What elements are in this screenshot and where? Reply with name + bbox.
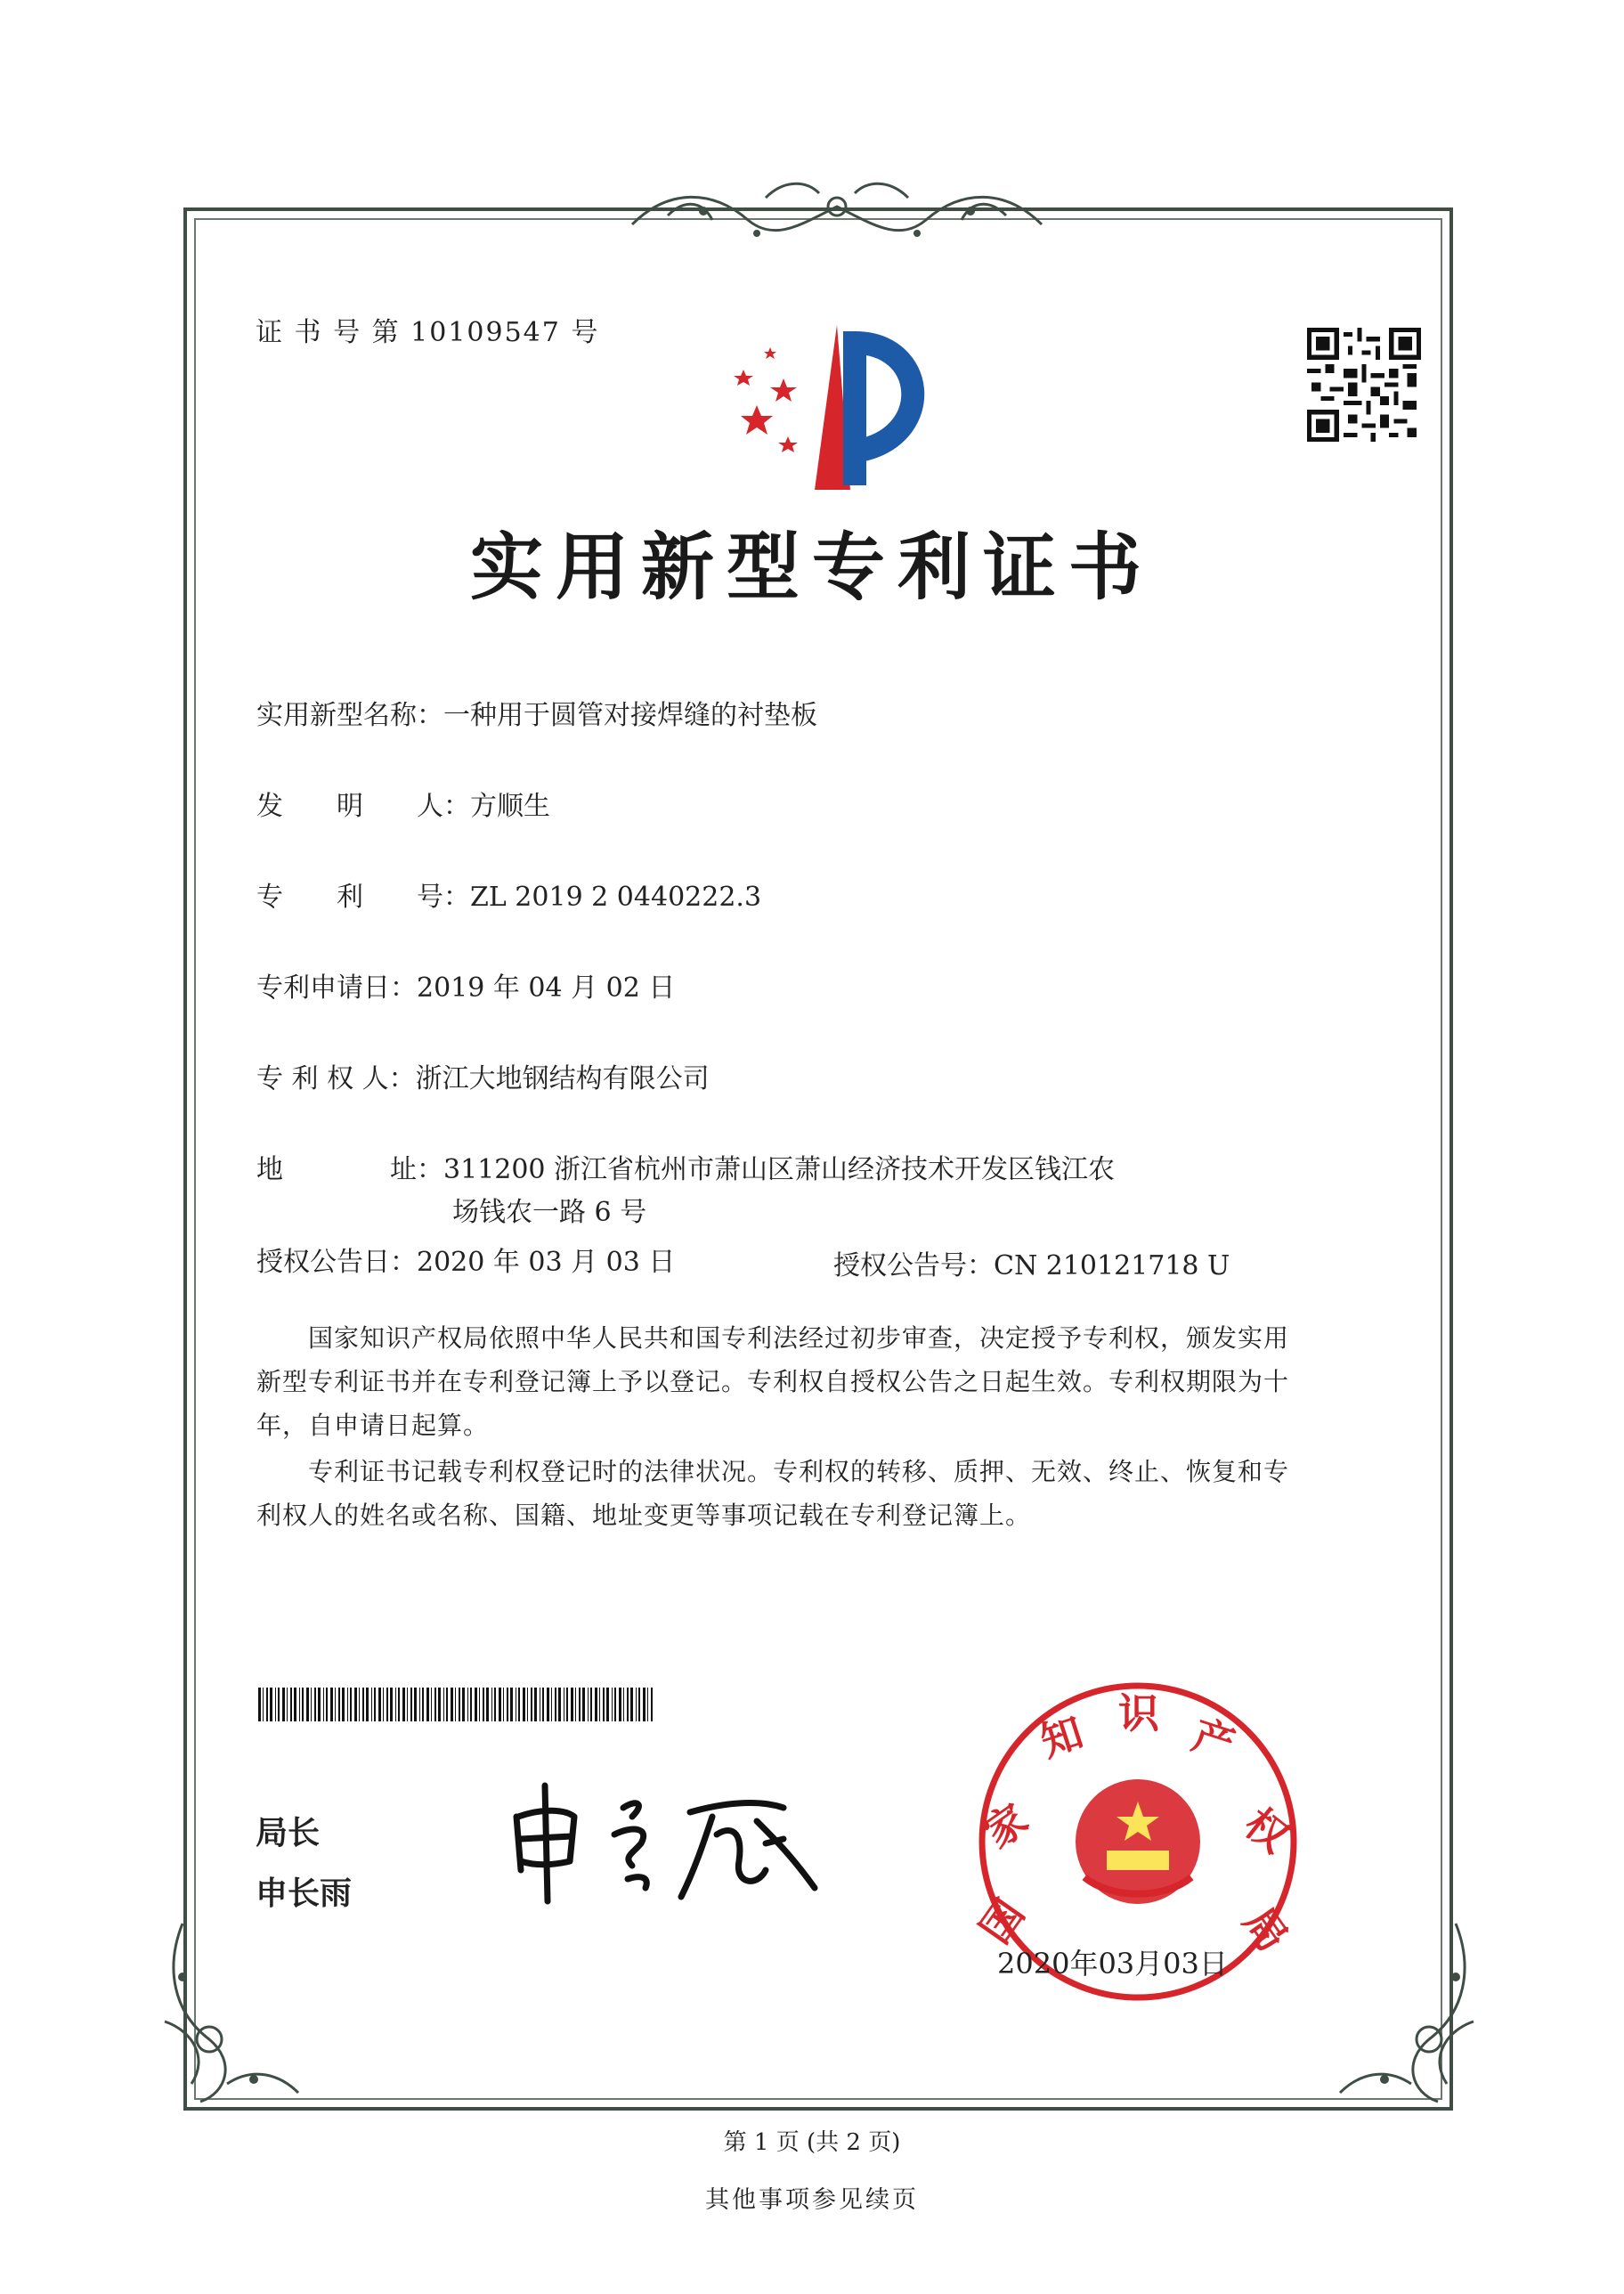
field-value: 浙江大地钢结构有限公司 [415,1063,710,1094]
seal-char: 权 [1235,1798,1298,1862]
seal-date: 2020年03月03日 [997,1947,1228,1981]
seal-char: 知 [1035,1707,1089,1767]
field-address [256,1147,1115,1186]
seal-char: 家 [975,1794,1037,1858]
seal-char: 局 [1234,1899,1297,1960]
signatory-role: 局长 [256,1815,321,1851]
field-value: 2019 年 04 月 02 日 [417,972,676,1004]
field-inventor [256,784,550,823]
field-grant-date [256,1240,675,1279]
bottom-right-ornament-icon [1331,1915,1491,2111]
field-application-date [256,965,675,1005]
statement-line: 专利证书记载专利权登记时的法律状况。专利权的转移、质押、无效、终止、恢复和专 [256,1457,1290,1486]
field-label: 实用新型名称： [256,700,443,731]
field-value: 一种用于圆管对接焊缝的衬垫板 [443,700,817,731]
field-value: 2020 年 03 月 03 日 [417,1247,676,1278]
seal-char: 识 [1118,1689,1159,1737]
statement-line: 利权人的姓名或名称、国籍、地址变更等事项记载在专利登记簿上。 [256,1501,1032,1530]
seal-char: 产 [1186,1710,1241,1769]
field-value: CN 210121718 U [994,1250,1230,1281]
statement-paragraph-1 [256,1316,1414,1447]
field-label: 发 明 人： [256,791,470,822]
statement-line: 新型专利证书并在专利登记簿上予以登记。专利权自授权公告之日起生效。专利权期限为十 [256,1367,1290,1396]
field-value: 311200 浙江省杭州市萧山区萧山经济技术开发区钱江农 [443,1154,1116,1185]
field-value: ZL 2019 2 0440222.3 [470,882,762,913]
field-label: 授权公告日： [256,1247,417,1278]
barcode [258,1688,654,1721]
bottom-left-ornament-icon [147,1915,307,2111]
statement-paragraph-2 [256,1450,1414,1537]
top-ornament-icon [614,171,1060,253]
field-label: 专利申请日： [256,972,417,1004]
page-number: 第 1 页 (共 2 页) [723,2129,901,2156]
signatory-name: 申长雨 [256,1875,353,1912]
patent-office-emblem-icon [721,316,944,494]
field-label: 地 址： [256,1154,443,1185]
qr-code [1307,328,1421,442]
certificate-title: 实用新型专利证书 [469,525,1154,610]
certificate-number: 证 书 号 第 10109547 号 [256,317,600,348]
field-value: 方顺生 [470,791,550,822]
continuation-note: 其他事项参见续页 [705,2186,919,2214]
statement-line: 国家知识产权局依照中华人民共和国专利法经过初步审查，决定授予专利权，颁发实用 [256,1323,1290,1353]
field-address-line2: 场钱农一路 6 号 [452,1197,647,1228]
statement-line: 年，自申请日起算。 [256,1411,490,1440]
field-patentee [256,1056,710,1095]
field-label: 专 利 权 人： [256,1063,416,1094]
field-label: 授权公告号： [833,1250,994,1281]
field-grant-number [833,1243,1230,1282]
handwritten-signature [499,1772,837,1906]
seal-char: 国 [970,1891,1034,1952]
field-patent-number [256,874,761,914]
field-utility-model-name [256,693,817,732]
field-label: 专 利 号： [256,882,470,913]
